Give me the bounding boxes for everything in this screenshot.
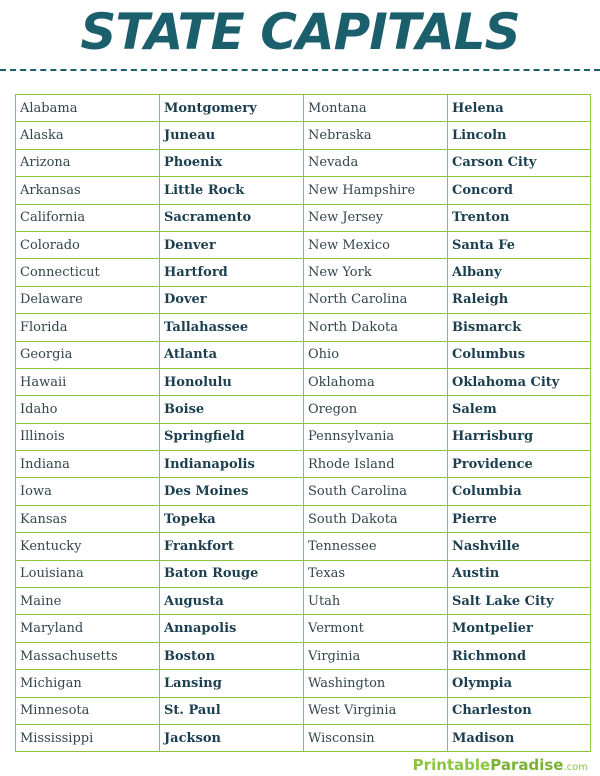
table-row xyxy=(16,314,591,341)
state-cell: Idaho xyxy=(16,396,160,423)
page-title: STATE CAPITALS xyxy=(80,3,520,61)
state-cell: Oregon xyxy=(304,396,448,423)
capital-cell: Lincoln xyxy=(448,122,591,149)
table-row xyxy=(16,451,591,478)
state-cell: Ohio xyxy=(304,341,448,368)
logo-suffix: .com xyxy=(563,762,588,773)
state-cell: Iowa xyxy=(16,478,160,505)
capital-cell: Albany xyxy=(448,259,591,286)
capital-cell: Topeka xyxy=(160,505,304,532)
capital-cell: Boston xyxy=(160,642,304,669)
capital-cell: Austin xyxy=(448,560,591,587)
capital-cell: Dover xyxy=(160,286,304,313)
capital-cell: Charleston xyxy=(448,697,591,724)
capital-cell: Salem xyxy=(448,396,591,423)
state-cell: Alaska xyxy=(16,122,160,149)
state-cell: South Carolina xyxy=(304,478,448,505)
table-row xyxy=(16,588,591,615)
state-cell: West Virginia xyxy=(304,697,448,724)
capital-cell: Lansing xyxy=(160,670,304,697)
capital-cell: Montpelier xyxy=(448,615,591,642)
state-cell: New Mexico xyxy=(304,231,448,258)
table-row xyxy=(16,122,591,149)
capital-cell: Jackson xyxy=(160,724,304,751)
capital-cell: Santa Fe xyxy=(448,231,591,258)
capital-cell: Springfield xyxy=(160,423,304,450)
state-cell: Minnesota xyxy=(16,697,160,724)
state-cell: Delaware xyxy=(16,286,160,313)
capital-cell: Juneau xyxy=(160,122,304,149)
dashed-divider xyxy=(0,69,600,71)
capital-cell: Augusta xyxy=(160,588,304,615)
state-cell: Indiana xyxy=(16,451,160,478)
capital-cell: Olympia xyxy=(448,670,591,697)
capital-cell: Montgomery xyxy=(160,95,304,122)
state-cell: Colorado xyxy=(16,231,160,258)
capital-cell: Little Rock xyxy=(160,177,304,204)
table-row xyxy=(16,396,591,423)
state-cell: Washington xyxy=(304,670,448,697)
state-cell: Alabama xyxy=(16,95,160,122)
state-cell: New Jersey xyxy=(304,204,448,231)
table-row xyxy=(16,286,591,313)
capital-cell: Columbia xyxy=(448,478,591,505)
table-row xyxy=(16,478,591,505)
state-cell: South Dakota xyxy=(304,505,448,532)
capital-cell: Frankfort xyxy=(160,533,304,560)
capital-cell: Denver xyxy=(160,231,304,258)
table-row xyxy=(16,724,591,751)
table-row xyxy=(16,670,591,697)
capital-cell: Pierre xyxy=(448,505,591,532)
state-cell: North Dakota xyxy=(304,314,448,341)
state-cell: Georgia xyxy=(16,341,160,368)
state-cell: New York xyxy=(304,259,448,286)
capital-cell: Trenton xyxy=(448,204,591,231)
state-cell: Illinois xyxy=(16,423,160,450)
state-cell: Pennsylvania xyxy=(304,423,448,450)
state-cell: Massachusetts xyxy=(16,642,160,669)
state-cell: California xyxy=(16,204,160,231)
state-cell: Maine xyxy=(16,588,160,615)
capital-cell: Baton Rouge xyxy=(160,560,304,587)
state-cell: Wisconsin xyxy=(304,724,448,751)
state-cell: Arkansas xyxy=(16,177,160,204)
state-cell: New Hampshire xyxy=(304,177,448,204)
capital-cell: Richmond xyxy=(448,642,591,669)
capital-cell: Boise xyxy=(160,396,304,423)
state-cell: Arizona xyxy=(16,149,160,176)
table-row xyxy=(16,423,591,450)
table-row xyxy=(16,204,591,231)
capital-cell: Sacramento xyxy=(160,204,304,231)
state-cell: Connecticut xyxy=(16,259,160,286)
state-cell: North Carolina xyxy=(304,286,448,313)
table-row xyxy=(16,697,591,724)
state-cell: Montana xyxy=(304,95,448,122)
state-cell: Kansas xyxy=(16,505,160,532)
table-row xyxy=(16,505,591,532)
capital-cell: Harrisburg xyxy=(448,423,591,450)
capital-cell: Carson City xyxy=(448,149,591,176)
capital-cell: Atlanta xyxy=(160,341,304,368)
capital-cell: Helena xyxy=(448,95,591,122)
table-row xyxy=(16,615,591,642)
table-row xyxy=(16,149,591,176)
capital-cell: Concord xyxy=(448,177,591,204)
state-cell: Hawaii xyxy=(16,368,160,395)
state-cell: Texas xyxy=(304,560,448,587)
table-row xyxy=(16,259,591,286)
capital-cell: Honolulu xyxy=(160,368,304,395)
logo-part-1: Printable xyxy=(412,756,491,774)
state-cell: Maryland xyxy=(16,615,160,642)
state-cell: Utah xyxy=(304,588,448,615)
state-cell: Michigan xyxy=(16,670,160,697)
table-row xyxy=(16,95,591,122)
state-cell: Virginia xyxy=(304,642,448,669)
table-row xyxy=(16,560,591,587)
capitals-table xyxy=(15,94,591,752)
state-cell: Tennessee xyxy=(304,533,448,560)
capital-cell: Des Moines xyxy=(160,478,304,505)
capital-cell: Providence xyxy=(448,451,591,478)
state-cell: Kentucky xyxy=(16,533,160,560)
state-cell: Oklahoma xyxy=(304,368,448,395)
capital-cell: Oklahoma City xyxy=(448,368,591,395)
capital-cell: Salt Lake City xyxy=(448,588,591,615)
capital-cell: St. Paul xyxy=(160,697,304,724)
capital-cell: Nashville xyxy=(448,533,591,560)
table-row xyxy=(16,368,591,395)
capital-cell: Columbus xyxy=(448,341,591,368)
capital-cell: Madison xyxy=(448,724,591,751)
state-cell: Florida xyxy=(16,314,160,341)
state-cell: Nebraska xyxy=(304,122,448,149)
capital-cell: Indianapolis xyxy=(160,451,304,478)
capital-cell: Bismarck xyxy=(448,314,591,341)
table-row xyxy=(16,177,591,204)
state-cell: Mississippi xyxy=(16,724,160,751)
state-cell: Rhode Island xyxy=(304,451,448,478)
printable-paradise-logo xyxy=(413,756,588,774)
capital-cell: Hartford xyxy=(160,259,304,286)
table-row xyxy=(16,533,591,560)
capital-cell: Annapolis xyxy=(160,615,304,642)
state-cell: Vermont xyxy=(304,615,448,642)
capital-cell: Phoenix xyxy=(160,149,304,176)
state-cell: Louisiana xyxy=(16,560,160,587)
table-row xyxy=(16,341,591,368)
capital-cell: Tallahassee xyxy=(160,314,304,341)
table-row xyxy=(16,231,591,258)
table-row xyxy=(16,642,591,669)
state-cell: Nevada xyxy=(304,149,448,176)
capital-cell: Raleigh xyxy=(448,286,591,313)
logo-part-2: Paradise xyxy=(490,756,564,774)
